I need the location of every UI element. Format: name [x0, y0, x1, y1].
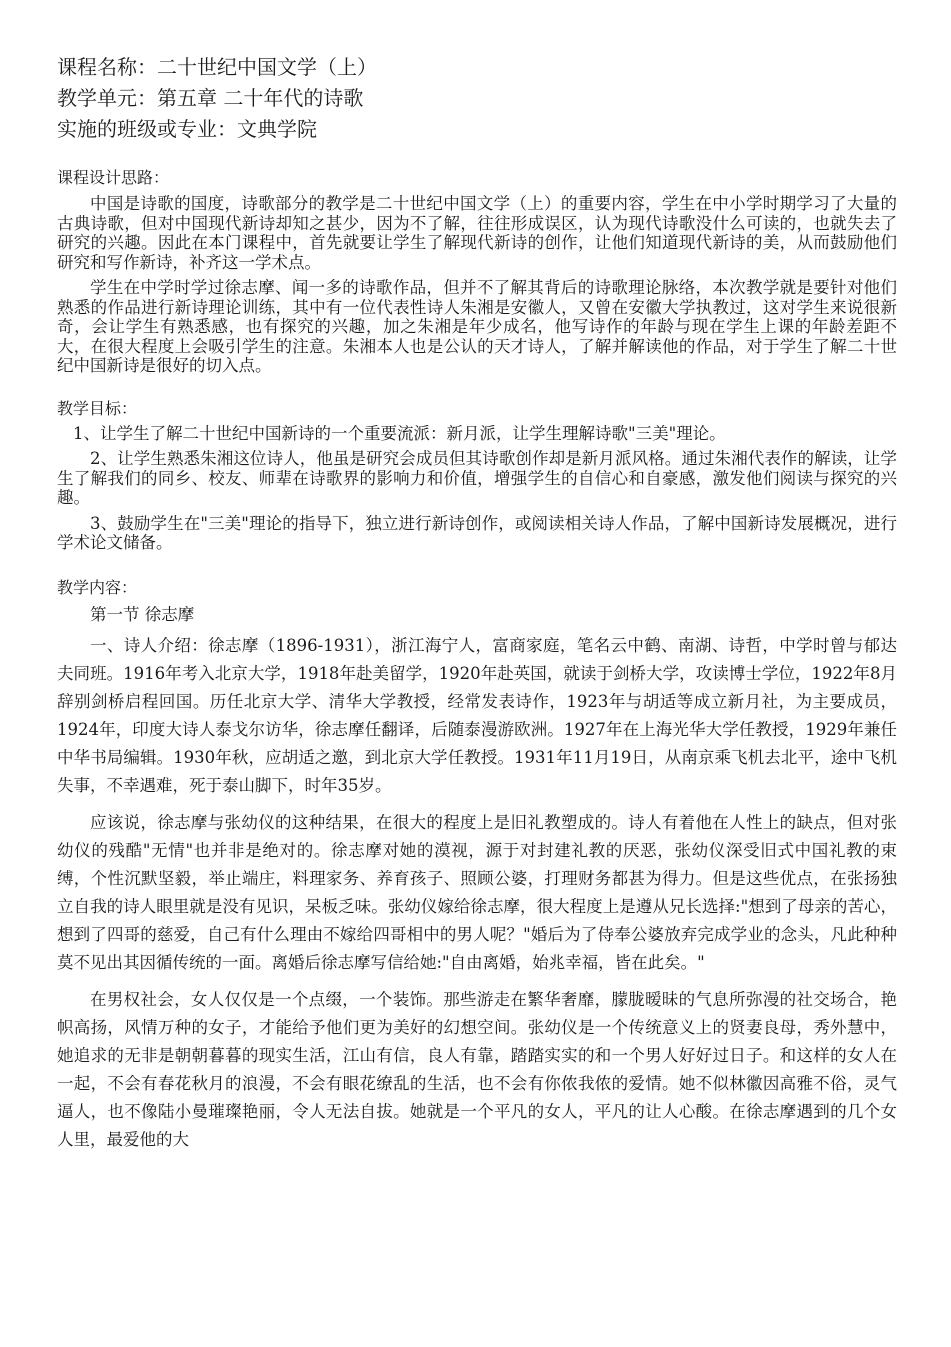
goal-item: 2、让学生熟悉朱湘这位诗人，他虽是研究会成员但其诗歌创作却是新月派风格。通过朱湘代表作的解读，让学生了解我们的同乡、校友、师辈在诗歌界的影响力和价值，增强学生的自信心和自豪感，激发他们阅读与探究的兴趣。: [57, 449, 897, 507]
document-page: [57, 52, 897, 1154]
section-title: 第一节 徐志摩: [90, 604, 195, 624]
course-name: 课程名称：二十世纪中国文学（上）: [57, 55, 377, 79]
goal-item: 3、鼓励学生在"三美"理论的指导下，独立进行新诗创作，或阅读相关诗人作品，了解中国新诗发展概况，进行学术论文储备。: [57, 513, 897, 552]
content-section: [57, 577, 897, 1154]
content-paragraph: 在男权社会，女人仅仅是一个点缀，一个装饰。那些游走在繁华奢靡，朦胧暧昧的气息所弥漫的社交场合，艳帜高扬，风情万种的女子，才能给予他们更为美好的幻想空间。张幼仪是一个传统意义上的贤妻良母，秀外慧中，她追求的无非是朝朝暮暮的现实生活，江山有信，良人有靠，踏踏实实的和一个男人好好过日子。和这样的女人在一起，不会有春花秋月的浪漫，不会有眼花缭乱的生活，也不会有你侬我侬的爱情。她不似林徽因高雅不俗，灵气逼人，也不像陆小曼璀璨艳丽，令人无法自拔。她就是一个平凡的女人，平凡的让人心酸。在徐志摩遇到的几个女人里，最爱他的大: [57, 989, 897, 1149]
content-paragraph: 应该说，徐志摩与张幼仪的这种结果，在很大的程度上是旧礼教塑成的。诗人有着他在人性上的缺点，但对张幼仪的残酷"无情"也并非是绝对的。徐志摩对她的漠视，源于对封建礼教的厌恶，张幼仪深受旧式中国礼教的束缚，个性沉默坚毅，举止端庄，料理家务、养育孩子、照顾公婆，打理财务都甚为得力。但是这些优点，在张扬独立自我的诗人眼里就是没有见识，呆板乏味。张幼仪嫁给徐志摩，很大程度上是遵从兄长选择:"想到了母亲的苦心，想到了四哥的慈爱，自己有什么理由不嫁给四哥相中的男人呢？"婚后为了侍奉公婆放弃完成学业的念头，凡此种种莫不见出其因循传统的一面。离婚后徐志摩写信给她:"自由离婚，始兆幸福，皆在此矣。": [57, 812, 897, 972]
content-paragraph: 一、诗人介绍：徐志摩（1896-1931），浙江海宁人，富商家庭，笔名云中鹤、南湖、诗哲，中学时曾与郁达夫同班。1916年考入北京大学，1918年赴美留学，1920年赴英国，就读于剑桥大学，攻读博士学位，1922年8月辞别剑桥启程回国。历任北京大学、清华大学教授，经常发表诗作，1923年与胡适等成立新月社，为主要成员，1924年，印度大诗人泰戈尔访华，徐志摩任翻译，后随泰漫游欧洲。1927年在上海光华大学任教授，1929年兼任中华书局编辑。1930年秋，应胡适之邀，到北京大学任教授。1931年11月19日，从南京乘飞机去北平，途中飞机失事，不幸遇难，死于泰山脚下，时年35岁。: [57, 635, 897, 795]
goals-heading: 教学目标：: [57, 398, 138, 418]
course-header: [57, 52, 897, 145]
design-paragraph: 中国是诗歌的国度，诗歌部分的教学是二十世纪中国文学（上）的重要内容，学生在中小学时期学习了大量的古典诗歌，但对中国现代新诗却知之甚少，因为不了解，往往形成误区，认为现代诗歌没什么可读的，也就失去了研究的兴趣。因此在本门课程中，首先就要让学生了解现代新诗的创作，让他们知道现代新诗的美，从而鼓励他们研究和写作新诗，补齐这一学术点。: [57, 194, 897, 272]
design-paragraph: 学生在中学时学过徐志摩、闻一多的诗歌作品，但并不了解其背后的诗歌理论脉络，本次教学就是要针对他们熟悉的作品进行新诗理论训练，其中有一位代表性诗人朱湘是安徽人，又曾在安徽大学执教过，这对学生来说很新奇，会让学生有熟悉感，也有探究的兴趣，加之朱湘是年少成名，他写诗作的年龄与现在学生上课的年龄差距不大，在很大程度上会吸引学生的注意。朱湘本人也是公认的天才诗人，了解并解读他的作品，对于学生了解二十世纪中国新诗是很好的切入点。: [57, 278, 897, 375]
content-heading: 教学内容：: [57, 577, 138, 597]
class-or-major: 实施的班级或专业：文典学院: [57, 117, 317, 141]
goals-section: [57, 398, 897, 553]
goal-item: 1、让学生了解二十世纪中国新诗的一个重要流派：新月派，让学生理解诗歌"三美"理论。: [73, 423, 726, 443]
design-heading: 课程设计思路：: [57, 168, 170, 187]
design-section: [57, 167, 897, 376]
teaching-unit: 教学单元：第五章 二十年代的诗歌: [57, 86, 364, 110]
